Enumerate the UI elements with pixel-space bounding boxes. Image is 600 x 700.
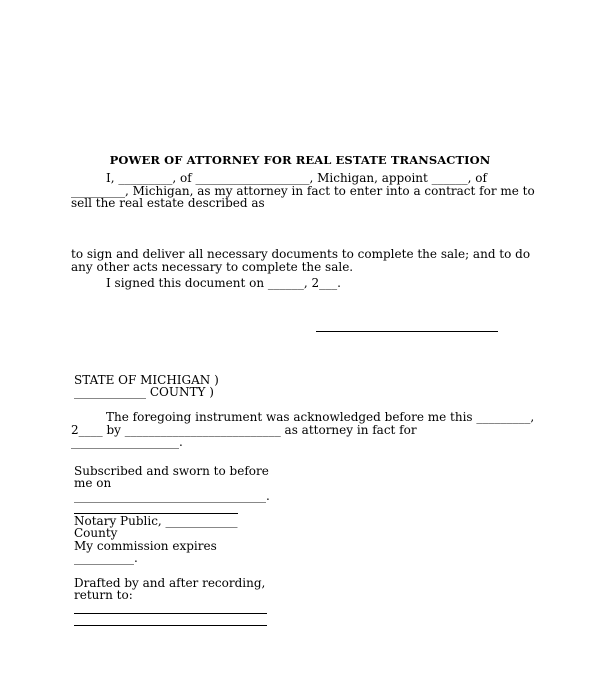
notary-line-2: County — [74, 526, 118, 540]
appointment-line-3: sell the real estate described as — [71, 196, 265, 210]
document-title: POWER OF ATTORNEY FOR REAL ESTATE TRANSACTION — [109, 153, 491, 167]
return-to-line-2 — [74, 625, 267, 626]
subscribed-line-1: Subscribed and sworn to before — [74, 464, 269, 478]
notary-line-1: Notary Public, ____________ — [74, 514, 238, 528]
drafted-line-1: Drafted by and after recording, — [74, 576, 266, 590]
county-line: ____________ COUNTY ) — [74, 385, 214, 399]
powers-line-1: to sign and deliver all necessary documents to complete the sale; and to do — [71, 247, 531, 261]
subscribed-line-2: me on — [74, 476, 112, 490]
acknowledgment-line-1: The foregoing instrument was acknowledged before me this _________, — [106, 410, 535, 424]
drafted-line-2: return to: — [74, 588, 133, 602]
state-line: STATE OF MICHIGAN ) — [74, 373, 219, 387]
appointment-line-1: I, _________, of ___________________, Michigan, appoint ______, of — [106, 171, 487, 185]
commission-line-1: My commission expires — [74, 539, 217, 553]
appointment-line-2: _________, Michigan, as my attorney in fact to enter into a contract for me to — [71, 184, 535, 198]
signature-line — [316, 331, 498, 332]
powers-line-2: any other acts necessary to complete the sale. — [71, 260, 354, 274]
acknowledgment-line-2: 2____ by __________________________ as attorney in fact for — [71, 423, 417, 437]
signed-date-line: I signed this document on ______, 2___. — [106, 276, 341, 290]
subscribed-line-3: ________________________________. — [74, 489, 270, 503]
commission-line-2: __________. — [74, 551, 138, 565]
return-to-line-1 — [74, 613, 267, 614]
acknowledgment-line-3: __________________. — [71, 435, 183, 449]
